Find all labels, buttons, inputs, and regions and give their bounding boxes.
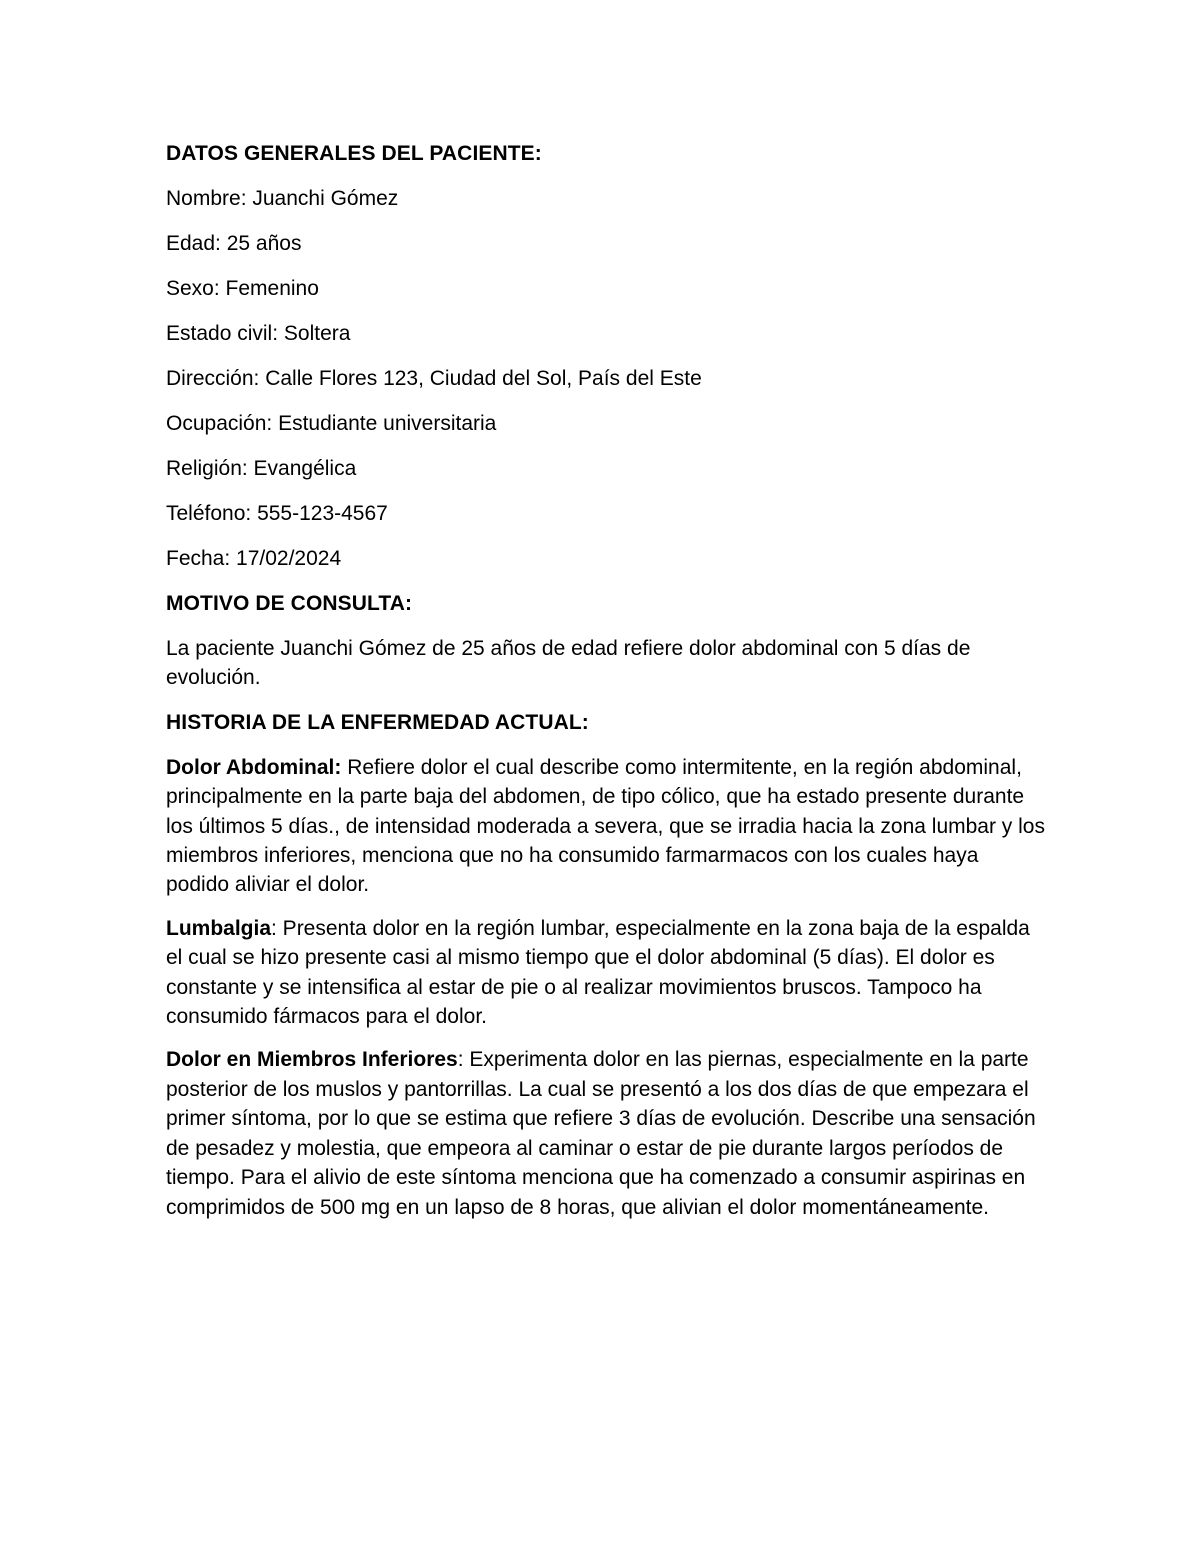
field-direccion: Dirección: Calle Flores 123, Ciudad del Sol, País del Este [166,367,702,390]
item-text: : Experimenta dolor en las piernas, especialmente en la parte posterior de los muslos y pantorrillas. La cual se presentó a los dos días de que empezara el primer síntoma, por lo que se estima que refiere 3 días de evolución. Describe una sensación de pesadez y molestia, que empeora al caminar o estar de pie durante largos períodos de tiempo. Para el alivio de este síntoma menciona que ha comenzado a consumir aspirinas en comprimidos de 500 mg en un lapso de 8 horas, que alivian el dolor momentáneamente. [166,1048,1036,1219]
field-fecha: Fecha: 17/02/2024 [166,547,342,570]
section-heading-motivo: MOTIVO DE CONSULTA: [166,592,413,615]
field-religion: Religión: Evangélica [166,457,357,480]
item-term: Lumbalgia [166,916,272,940]
item-text: Refiere dolor el cual describe como intermitente, en la región abdominal, principalmente en la parte baja del abdomen, de tipo cólico, que ha estado presente durante los últimos 5 días., de intensidad moderada a severa, que se irradia hacia la zona lumbar y los miembros inferiores, menciona que no ha consumido farmarmacos con los cuales haya podido aliviar el dolor. [166,755,1045,897]
historia-item-dolor-abdominal [166,753,1046,900]
field-sexo: Sexo: Femenino [166,277,319,300]
section-heading-datos-generales: DATOS GENERALES DEL PACIENTE: [166,142,542,165]
item-text: : Presenta dolor en la región lumbar, especialmente en la zona baja de la espalda el cual se hizo presente casi al mismo tiempo que el dolor abdominal (5 días). El dolor es constante y se intensifica al estar de pie o al realizar movimientos bruscos. Tampoco ha consumido fármacos para el dolor. [166,916,1030,1029]
field-estado-civil: Estado civil: Soltera [166,322,351,345]
field-telefono: Teléfono: 555-123-4567 [166,502,388,525]
historia-item-lumbalgia [166,914,1046,1032]
item-term: Dolor Abdominal: [166,755,342,779]
item-term: Dolor en Miembros Inferiores [166,1048,458,1072]
document-page [166,138,1046,1222]
field-nombre: Nombre: Juanchi Gómez [166,187,399,210]
field-ocupacion: Ocupación: Estudiante universitaria [166,412,497,435]
historia-item-miembros-inferiores [166,1045,1046,1221]
field-edad: Edad: 25 años [166,232,302,255]
section-heading-historia: HISTORIA DE LA ENFERMEDAD ACTUAL: [166,710,589,734]
motivo-text: La paciente Juanchi Gómez de 25 años de edad refiere dolor abdominal con 5 días de evolución. [166,637,971,690]
